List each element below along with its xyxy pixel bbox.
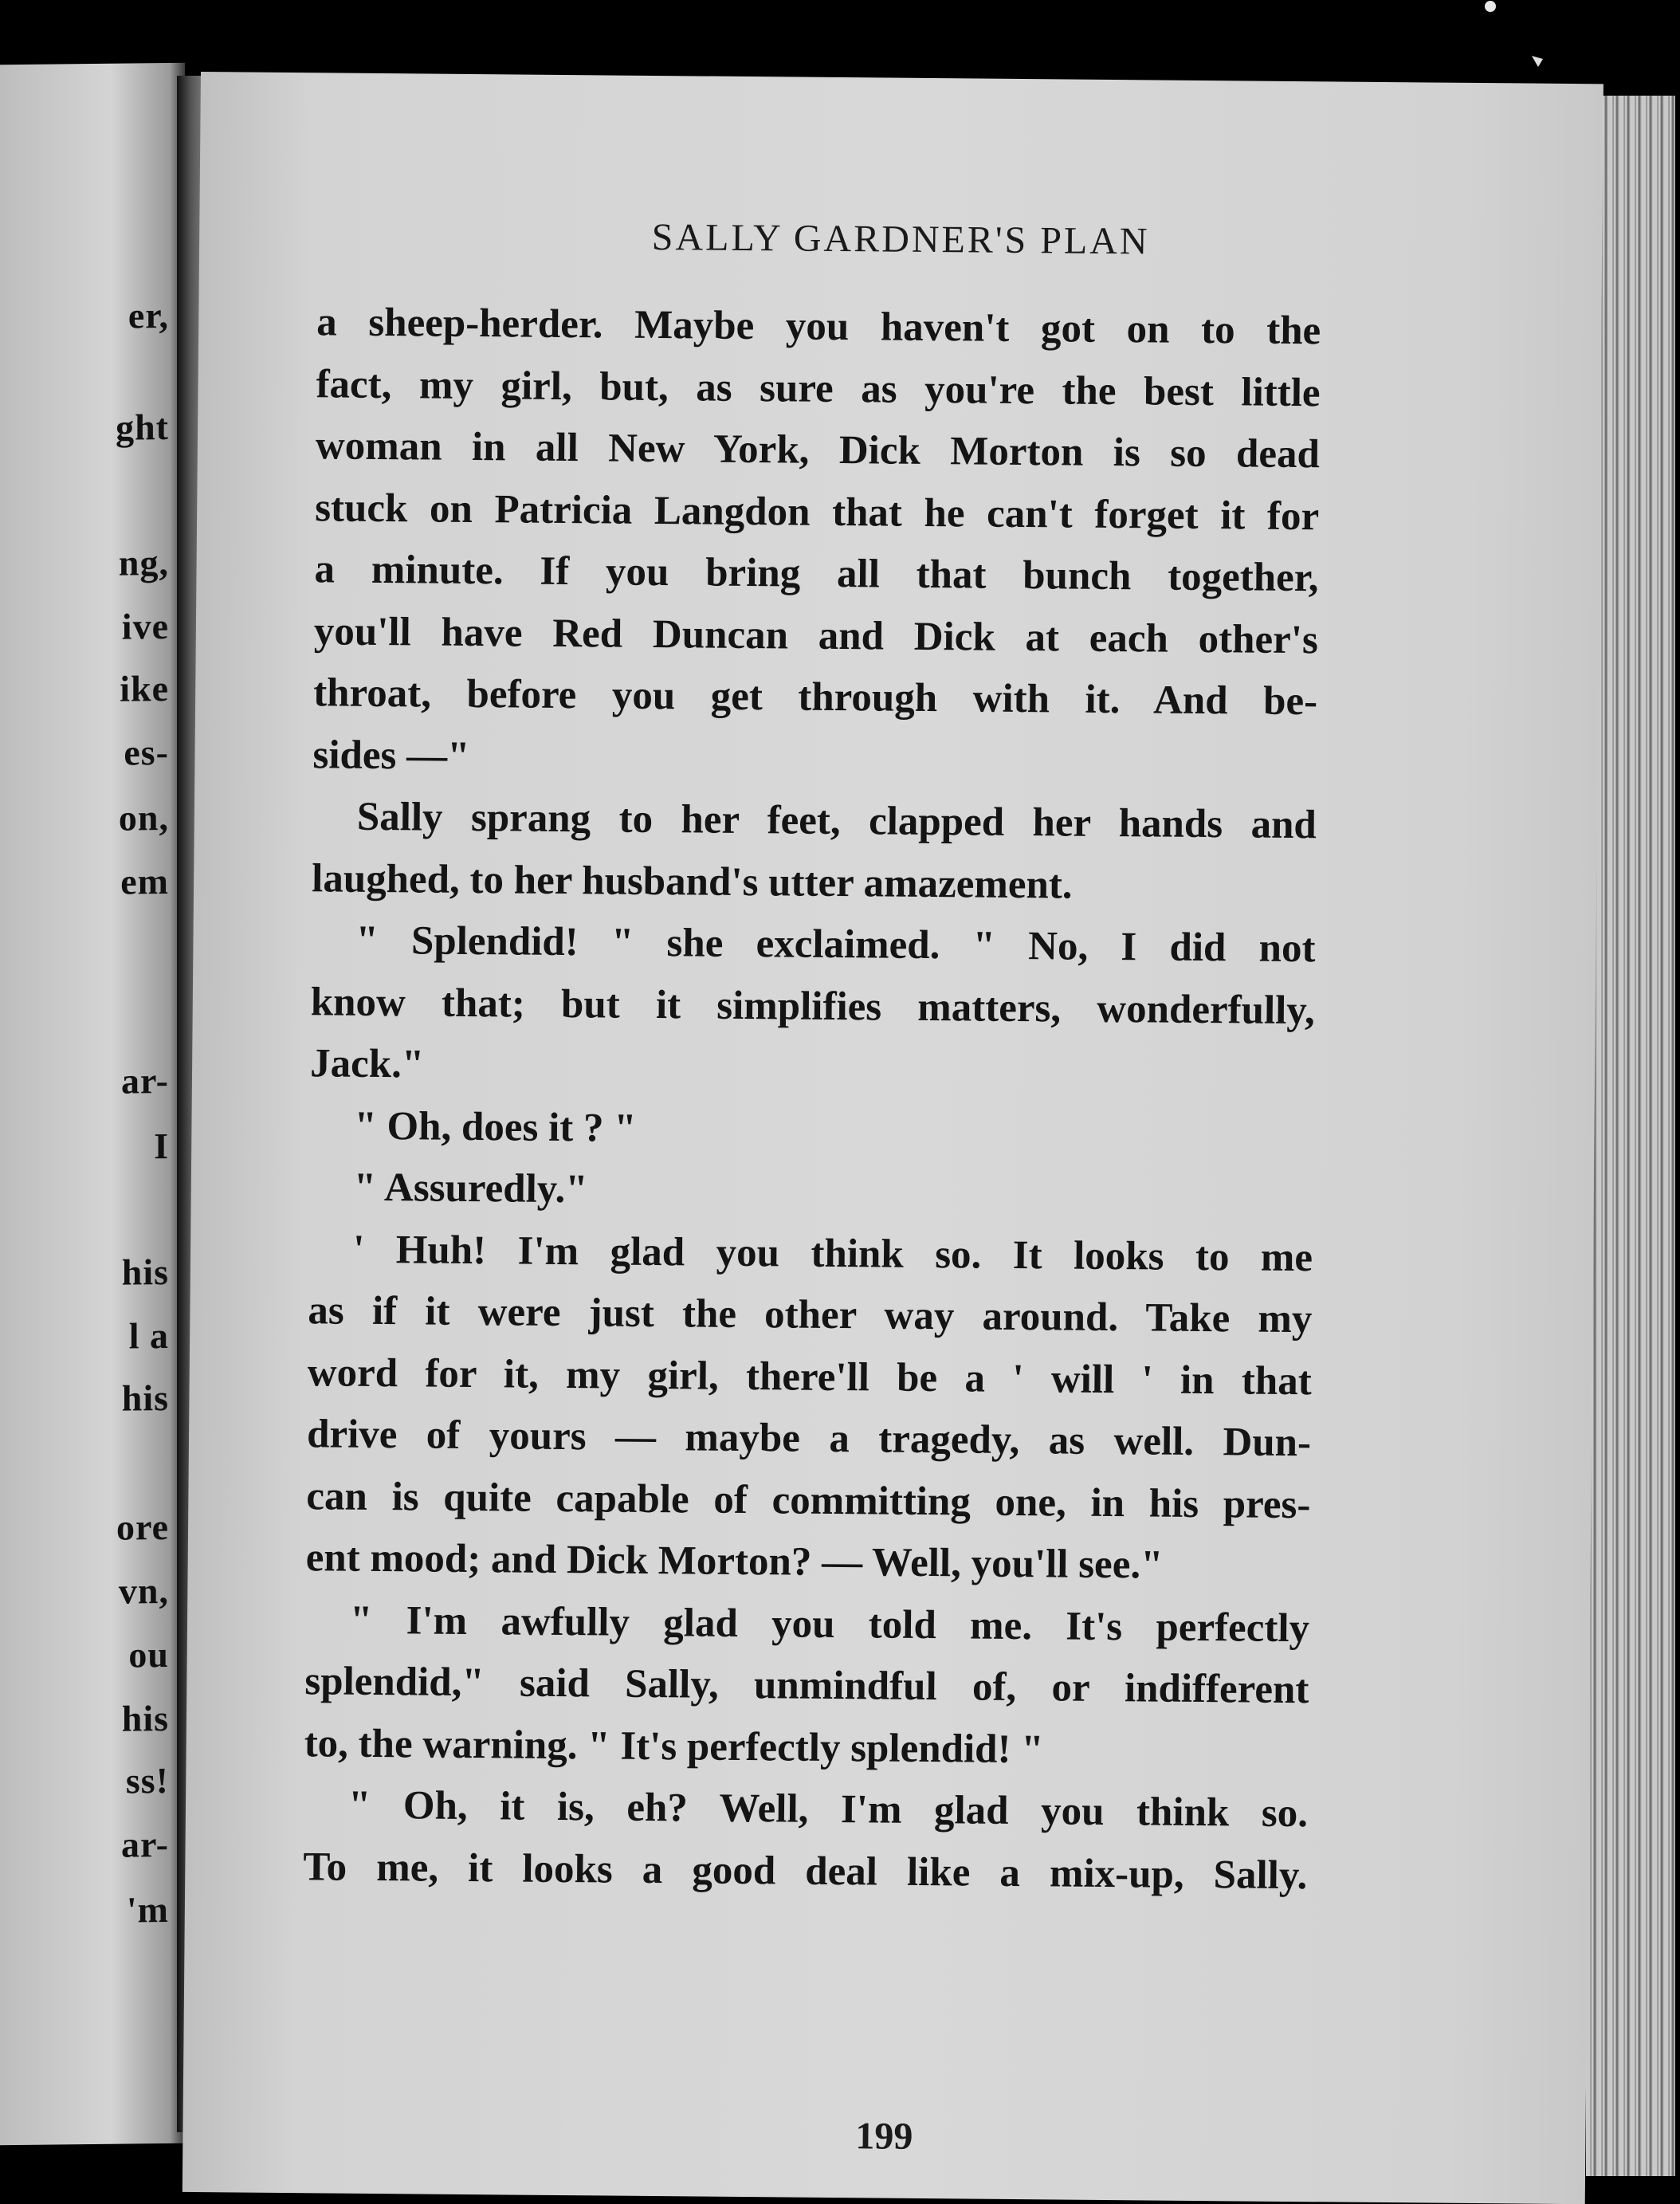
text-line: " Splendid! " she exclaimed. " No, I did not [355,917,1316,972]
text-line: throat, before you get through with it. And be- [312,670,1318,725]
left-page-fragment: ss! [125,1759,169,1801]
text-line: stuck on Patricia Langdon that he can't forget it for [314,485,1320,539]
left-page-fragment: l a [128,1314,169,1357]
text-line: To me, it looks a good deal like a mix-up, Sally. [303,1844,1308,1898]
running-head: SALLY GARDNER'S PLAN [651,215,1150,263]
text-line: to, the warning. " It's perfectly splendid! " [304,1720,1044,1772]
left-page-fragment: his [121,1251,169,1293]
left-page-fragment: ive [121,605,169,647]
text-line: fact, my girl, but, as sure as you're the best little [316,361,1321,415]
left-page-fragment: ar- [120,1823,169,1865]
left-page-fragment: his [121,1697,169,1739]
text-line: as if it were just the other way around. Take my [308,1288,1313,1342]
text-line: splendid," said Sally, unmindful of, or indifferent [304,1659,1309,1713]
text-line: Sally sprang to her feet, clapped her hands and [356,794,1317,848]
scan-specks [1482,0,1562,80]
text-line: can is quite capable of committing one, in his pres- [306,1473,1311,1527]
text-line: woman in all New York, Dick Morton is so dead [315,423,1321,477]
text-line: " Assuredly." [353,1165,588,1212]
left-page-fragment: em [120,860,169,902]
text-line: " Oh, does it ? " [354,1103,637,1151]
left-page-fragment: 'm [126,1888,169,1931]
left-page-fragment: ou [128,1633,169,1676]
left-page-fragment: his [121,1377,169,1419]
left-page-fragment: ar- [120,1059,169,1102]
left-page-fragment: ng, [118,541,169,583]
text-line: " I'm awfully glad you told me. It's perfectly [349,1597,1310,1651]
body-text [303,292,1321,1907]
left-page-fragment: ore [116,1506,169,1548]
text-line: Jack." [309,1041,425,1087]
left-page-fragment: vn, [118,1570,169,1612]
left-page-fragment: es- [124,731,169,773]
text-line: a sheep-herder. Maybe you haven't got on to the [316,300,1321,354]
right-page [183,72,1603,2204]
left-page-fragment: on, [118,796,169,839]
left-page [0,63,185,2145]
text-line: you'll have Red Duncan and Dick at each other's [313,608,1319,662]
text-line: word for it, my girl, there'll be a ' will ' in that [307,1350,1312,1404]
text-line: drive of yours — maybe a tragedy, as well. Dun- [306,1412,1312,1466]
page-number: 199 [855,2115,913,2158]
left-page-fragment: ike [120,667,169,709]
text-line: sides —" [312,732,470,779]
text-line: know that; but it simplifies matters, wonderfully, [310,979,1316,1033]
text-line: " Oh, it is, eh? Well, I'm glad you think so. [347,1782,1309,1837]
left-page-fragment: ght [116,406,169,448]
text-line: ' Huh! I'm glad you think so. It looks to me [352,1227,1313,1280]
left-page-fragment: I [154,1125,169,1167]
left-page-fragment: er, [128,294,169,336]
text-line: ent mood; and Dick Morton? — Well, you'll see." [305,1535,1164,1588]
text-line: laughed, to her husband's utter amazement. [311,855,1073,908]
text-line: a minute. If you bring all that bunch together, [314,547,1319,601]
